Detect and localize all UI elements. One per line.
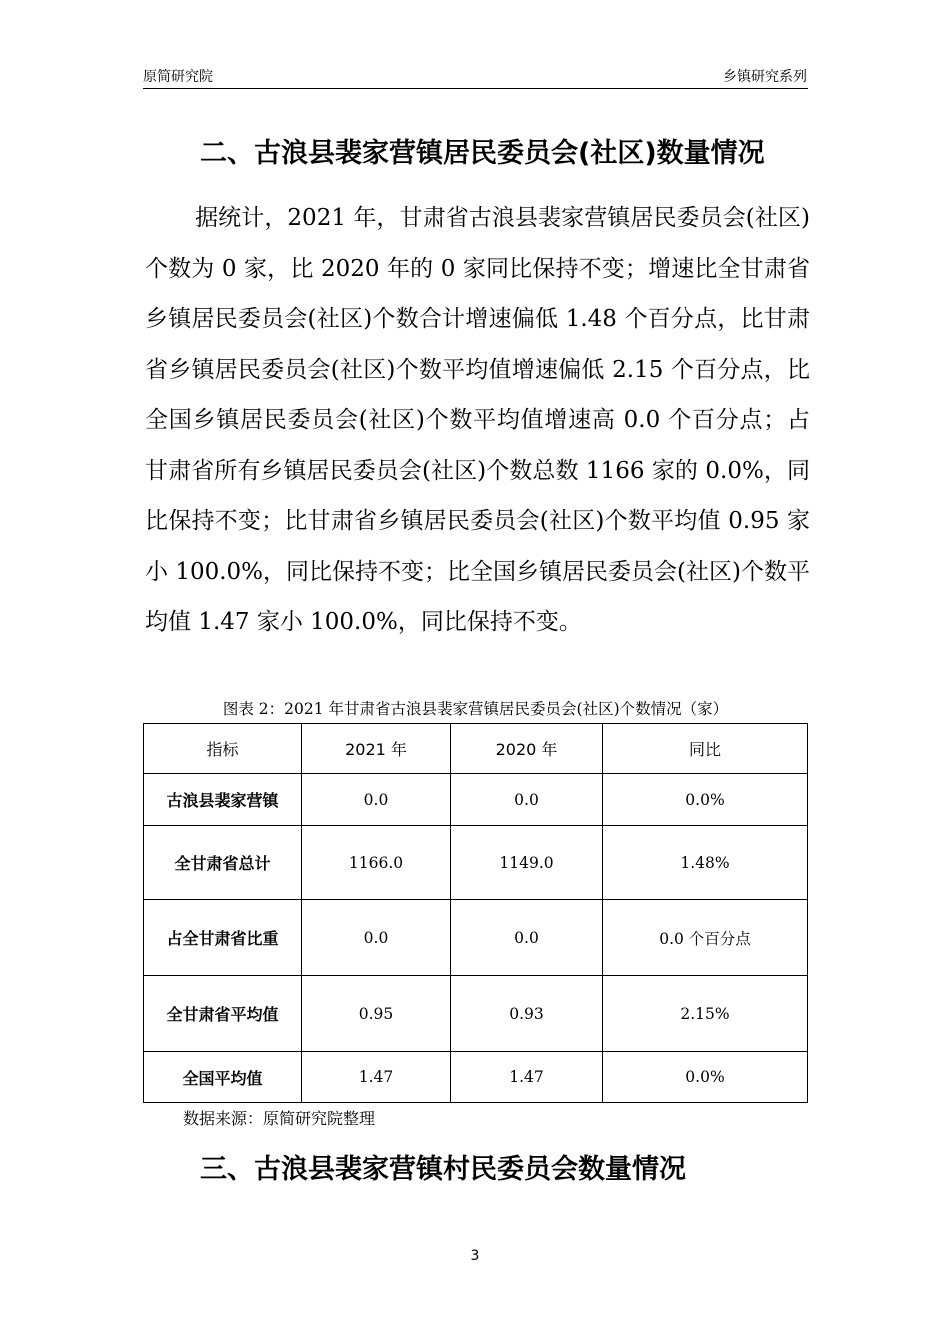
row-label: 全甘肃省平均值 xyxy=(144,976,302,1052)
table-cell: 0.0% xyxy=(603,774,808,826)
row-label: 全甘肃省总计 xyxy=(144,826,302,900)
header-left-text: 原简研究院 xyxy=(143,69,213,85)
data-table xyxy=(143,723,808,1103)
paragraph-text: 据统计，2021 年，甘肃省古浪县裴家营镇居民委员会(社区)个数为 0 家，比 2020 年的 0 家同比保持不变；增速比全甘肃省乡镇居民委员会(社区)个数合计增速偏低 1.48 个百分点，比甘肃省乡镇居民委员会(社区)个数平均值增速偏低 2.15 个百分点，比全国乡镇居民委员会(社区)个数平均值增速高 0.0 个百分点；占甘肃省所有乡镇居民委员会(社区)个数总数 1166 家的 0.0%，同比保持不变；比甘肃省乡镇居民委员会(社区)个数平均值 0.95 家小 100.0%，同比保持不变；比全国乡镇居民委员会(社区)个数平均值 1.47 家小 100.0%，同比保持不变。 xyxy=(145,205,810,635)
table-cell: 1149.0 xyxy=(451,826,603,900)
column-header: 2020 年 xyxy=(451,724,603,774)
table-cell: 0.0% xyxy=(603,1052,808,1103)
table-cell: 0.0 个百分点 xyxy=(603,900,808,976)
row-label: 占全甘肃省比重 xyxy=(144,900,302,976)
data-source-note: 数据来源：原简研究院整理 xyxy=(183,1109,376,1128)
table-row xyxy=(144,976,808,1052)
table-cell: 0.0 xyxy=(302,774,451,826)
column-header: 2021 年 xyxy=(302,724,451,774)
row-label: 古浪县裴家营镇 xyxy=(144,774,302,826)
table-cell: 0.0 xyxy=(302,900,451,976)
column-header: 指标 xyxy=(144,724,302,774)
table-caption: 图表 2：2021 年甘肃省古浪县裴家营镇居民委员会(社区)个数情况（家） xyxy=(222,700,729,718)
header-right-text: 乡镇研究系列 xyxy=(723,69,807,85)
table-cell: 1.47 xyxy=(451,1052,603,1103)
section-title: 三、古浪县裴家营镇村民委员会数量情况 xyxy=(200,1154,686,1185)
table-row xyxy=(144,774,808,826)
section-title: 二、古浪县裴家营镇居民委员会(社区)数量情况 xyxy=(200,138,765,169)
column-header: 同比 xyxy=(603,724,808,774)
table-row xyxy=(144,826,808,900)
table-cell: 0.95 xyxy=(302,976,451,1052)
table-cell: 2.15% xyxy=(603,976,808,1052)
table-cell: 1.48% xyxy=(603,826,808,900)
table-cell: 0.93 xyxy=(451,976,603,1052)
table-header-row xyxy=(144,724,808,774)
table-cell: 0.0 xyxy=(451,900,603,976)
body-paragraph xyxy=(145,193,810,648)
table-cell: 1.47 xyxy=(302,1052,451,1103)
table-row xyxy=(144,900,808,976)
row-label: 全国平均值 xyxy=(144,1052,302,1103)
page-number: 3 xyxy=(470,1248,480,1264)
table-cell: 0.0 xyxy=(451,774,603,826)
header-divider xyxy=(143,88,808,89)
table-row xyxy=(144,1052,808,1103)
table-cell: 1166.0 xyxy=(302,826,451,900)
